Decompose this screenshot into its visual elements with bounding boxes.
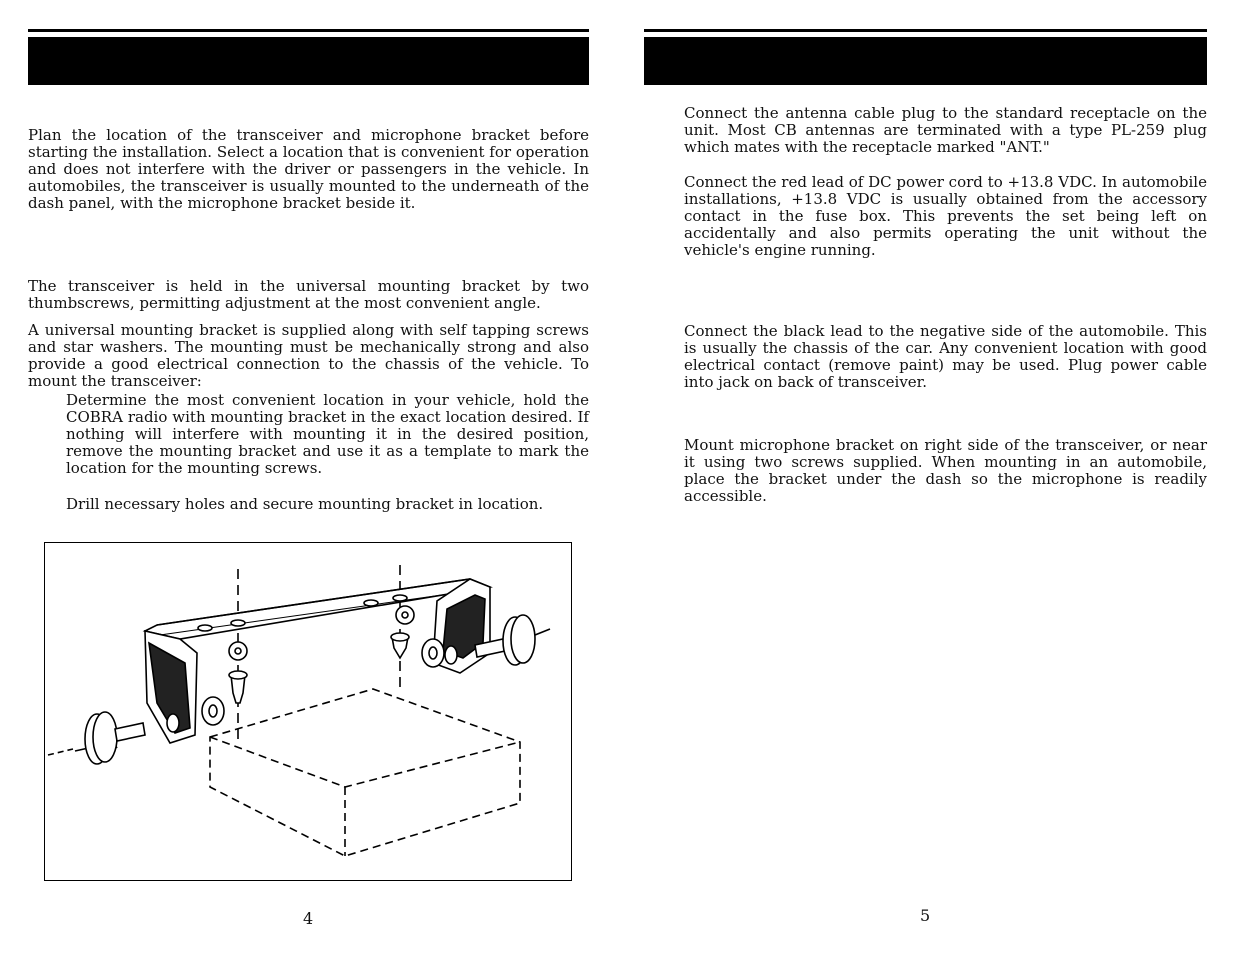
header-rule — [28, 29, 589, 32]
header-band — [28, 37, 589, 85]
transceiver-outline — [210, 689, 520, 856]
paragraph-thumbscrews: The transceiver is held in the universal mounting bracket by two thumbscrews, permitting adjustment at the most convenient angle. — [28, 277, 589, 312]
bracket-illustration — [44, 542, 572, 881]
paragraph-bracket-supplied: A universal mounting bracket is supplied along with self tapping screws and star washers. The mounting must be mechanically strong and also provide a good electrical connection to the chassis of the vehicle. To mount the transceiver: — [28, 321, 589, 390]
header-band — [644, 37, 1207, 85]
mounting-bracket-diagram — [45, 543, 571, 880]
header-rule — [644, 29, 1207, 32]
paragraph-antenna: Connect the antenna cable plug to the standard receptacle on the unit. Most CB antennas are terminated with a type PL-259 plug which mates with the receptacle marked "ANT." — [684, 104, 1207, 156]
step-drill-holes: Drill necessary holes and secure mounting bracket in location. — [66, 495, 544, 513]
paragraph-black-lead: Connect the black lead to the negative side of the automobile. This is usually the chassis of the car. Any convenient location with good electrical contact (remove paint) may be used. Plug power cable into jack on back of transceiver. — [684, 322, 1207, 391]
paragraph-planning: Plan the location of the transceiver and microphone bracket before starting the installation. Select a location that is convenient for operation and does not interfere with the driver or passengers in the vehicle. In automobiles, the transceiver is usually mounted to the underneath of the dash panel, with the microphone bracket beside it. — [28, 126, 589, 212]
step-determine-location: Determine the most convenient location in your vehicle, hold the COBRA radio with mounting bracket in the exact location desired. If nothing will interfere with mounting it in the desired position, remove the mounting bracket and use it as a template to mark the location for the mounting screws. — [66, 391, 589, 477]
paragraph-microphone-bracket: Mount microphone bracket on right side of the transceiver, or near it using two screws supplied. When mounting in an automobile, place the bracket under the dash so the microphone is readily accessible. — [684, 436, 1207, 505]
screw-axes — [238, 565, 400, 743]
page-number: 5 — [920, 906, 931, 925]
page-number: 4 — [303, 909, 314, 928]
paragraph-red-lead: Connect the red lead of DC power cord to +13.8 VDC. In automobile installations, +13.8 VDC is usually obtained from the accessory contact in the fuse box. This prevents the set being left on accidentally and also permits operating the unit without the vehicle's engine running. — [684, 173, 1207, 259]
